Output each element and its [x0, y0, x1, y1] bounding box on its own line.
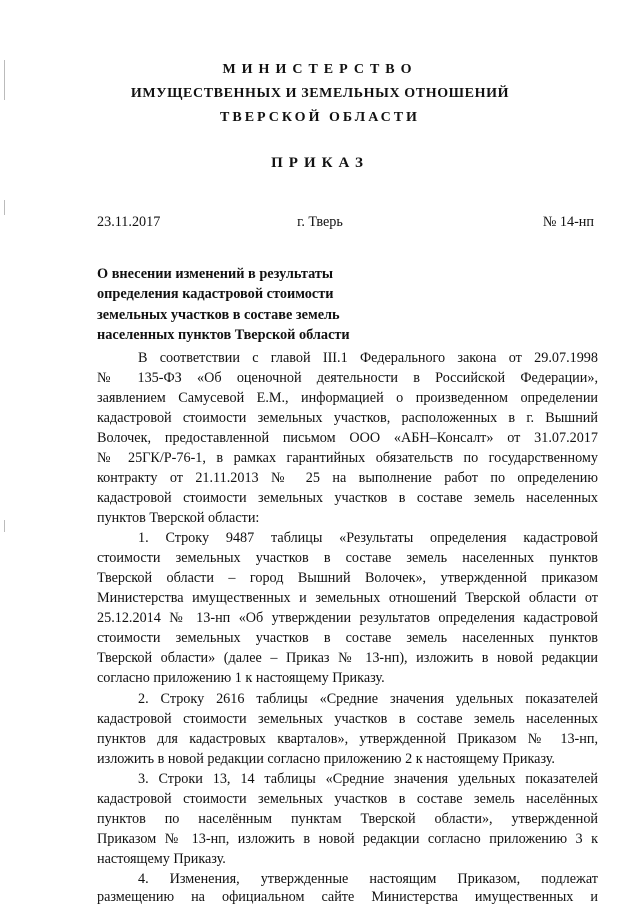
subject-line: земельных участков в составе земель — [97, 306, 340, 323]
body-line: настоящему Приказу. — [97, 851, 226, 867]
body-line: кадастровой стоимости земельных участков в составе земель населенных — [97, 490, 598, 506]
body-line: Министерства имущественных и земельных отношений Тверской области от — [97, 590, 598, 606]
body-line: кадастровой стоимости земельных участков в составе земель населённых — [97, 791, 598, 807]
body-line: 4. Изменения, утвержденные настоящим Приказом, подлежат — [138, 871, 598, 887]
subject-line: населенных пунктов Тверской области — [97, 326, 350, 343]
doc-date: 23.11.2017 — [97, 214, 161, 230]
body-line: Волочек, предоставленной письмом ООО «АБН–Консалт» от 31.07.2017 — [97, 430, 598, 446]
body-line: 3. Строки 13, 14 таблицы «Средние значения удельных показателей — [138, 771, 598, 787]
ministry-title-line1: МИНИСТЕРСТВО — [222, 62, 418, 77]
subject-line: определения кадастровой стоимости — [97, 286, 334, 303]
body-line: № 135-ФЗ «Об оценочной деятельности в Российской Федерации», — [97, 370, 598, 386]
ministry-title-line2: ИМУЩЕСТВЕННЫХ И ЗЕМЕЛЬНЫХ ОТНОШЕНИЙ — [130, 86, 510, 101]
body-line: стоимости земельных участков в составе земель населенных пунктов — [97, 550, 598, 566]
subject-line: О внесении изменений в результаты — [97, 266, 334, 282]
doc-place: г. Тверь — [297, 214, 343, 230]
body-line: кадастровой стоимости земельных участков в составе земель населенных — [97, 711, 598, 727]
body-line: размещению на официальном сайте Министерства имущественных и — [97, 889, 598, 905]
doc-number: № 14-нп — [542, 214, 594, 230]
body-line: 1. Строку 9487 таблицы «Результаты определения кадастровой — [138, 530, 598, 546]
body-line: 25.12.2014 № 13-нп «Об утверждении результатов определения кадастровой — [97, 610, 598, 626]
body-line: Тверской области» (далее – Приказ № 13-нп), изложить в новой редакции — [97, 650, 598, 666]
doc-type-title: ПРИКАЗ — [271, 155, 369, 171]
body-line: Тверской области – город Вышний Волочек», утвержденной приказом — [97, 570, 598, 586]
body-line: пунктов по населённым пунктам Тверской области», утвержденной — [97, 811, 598, 827]
body-line: № 25ГК/Р-76-1, в рамках гарантийных обязательств по государственному — [97, 450, 598, 466]
body-line: изложить в новой редакции согласно приложению 2 к настоящему Приказу. — [97, 751, 555, 767]
ministry-title-line3: ТВЕРСКОЙ ОБЛАСТИ — [220, 110, 420, 125]
body-line: контракту от 21.11.2013 № 25 на выполнение работ по определению — [97, 470, 598, 486]
scan-margin-mark — [4, 200, 5, 215]
body-line: заявлением Самусевой Е.М., информацией о произведенном определении — [97, 390, 598, 406]
scan-margin-mark — [4, 520, 5, 532]
body-line: пунктов для кадастровых кварталов», утвержденной Приказом № 13-нп, — [97, 731, 598, 747]
body-line: 2. Строку 2616 таблицы «Средние значения удельных показателей — [138, 691, 598, 707]
body-line: согласно приложению 1 к настоящему Приказу. — [97, 670, 385, 686]
body-line: пунктов Тверской области: — [97, 510, 260, 526]
subject-block — [97, 264, 350, 345]
body-line: стоимости земельных участков в составе земель населенных пунктов — [97, 630, 598, 646]
body-line: Приказом № 13-нп, изложить в новой редакции согласно приложению 3 к — [97, 831, 598, 847]
body-line: кадастровой стоимости земельных участков, расположенных в г. Вышний — [97, 410, 598, 426]
body-line: В соответствии с главой III.1 Федерального закона от 29.07.1998 — [138, 350, 598, 366]
